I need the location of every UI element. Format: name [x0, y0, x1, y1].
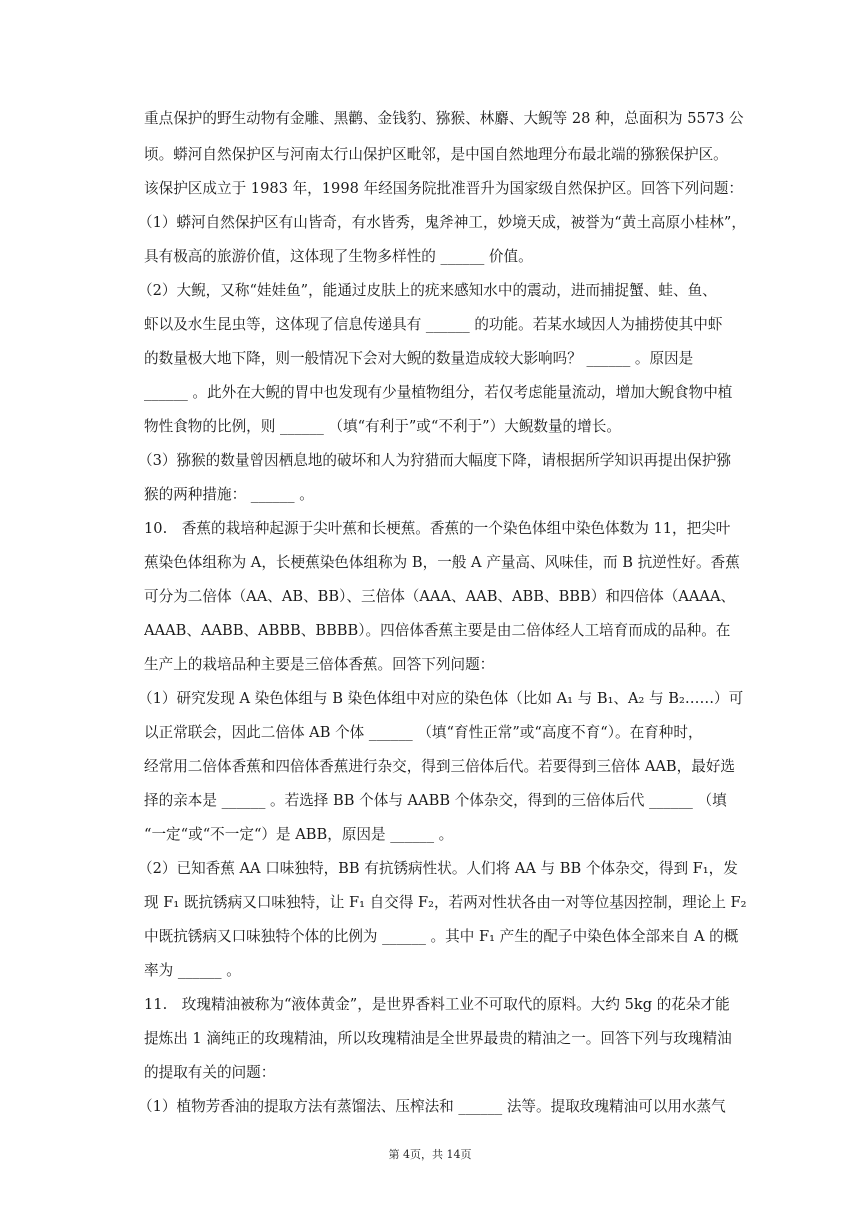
- text-line: ______ 。此外在大鲵的胃中也发现有少量植物组分，若仅考虑能量流动，增加大鲵食物中植: [144, 384, 733, 401]
- text-line: 的提取有关的问题：: [144, 1064, 276, 1081]
- text-line: 虾以及水生昆虫等，这体现了信息传递具有 ______ 的功能。若某水域因人为捕捞使其中虾: [144, 316, 723, 333]
- text-line: 择的亲本是 ______ 。若选择 BB 个体与 AABB 个体杂交，得到的三倍体后代 ______ （填: [144, 792, 727, 809]
- sub-question-line: （3）猕猴的数量曾因栖息地的破坏和人为狩猎而大幅度下降，请根据所学知识再提出保护猕: [138, 452, 732, 469]
- sub-question-line: （2）已知香蕉 AA 口味独特，BB 有抗锈病性状。人们将 AA 与 BB 个体杂交，得到 F₁，发: [138, 860, 738, 877]
- question-11-line: 11. 玫瑰精油被称为“液体黄金”，是世界香料工业不可取代的原料。大约 5kg 的花朵才能: [144, 996, 730, 1013]
- text-line: 经常用二倍体香蕉和四倍体香蕉进行杂交，得到三倍体后代。若要得到三倍体 AAB，最好选: [144, 758, 736, 775]
- text-line: 该保护区成立于 1983 年，1998 年经国务院批准晋升为国家级自然保护区。回答下列问题：: [144, 180, 743, 197]
- text-line: “一定“或“不一定“）是 ABB，原因是 ______ 。: [144, 826, 454, 843]
- sub-question-line: （1）植物芳香油的提取方法有蒸馏法、压榨法和 ______ 法等。提取玫瑰精油可以用水蒸气: [138, 1098, 726, 1115]
- text-line: 率为 ______ 。: [144, 962, 241, 979]
- text-line: 可分为二倍体（AA、AB、BB）、三倍体（AAA、AAB、ABB、BBB）和四倍体（AAAA、: [144, 588, 736, 605]
- sub-question-line: （1）蟒河自然保护区有山皆奇，有水皆秀，鬼斧神工，妙境天成，被誉为“黄土高原小桂林”，: [138, 214, 746, 231]
- text-line: 具有极高的旅游价值，这体现了生物多样性的 ______ 价值。: [144, 248, 533, 265]
- text-line: 物性食物的比例，则 ______ （填“有利于”或“不利于”）大鲵数量的增长。: [144, 418, 621, 435]
- text-line: 中既抗锈病又口味独特个体的比例为 ______ 。其中 F₁ 产生的配子中染色体全部来自 A 的概: [144, 928, 739, 945]
- text-line: 生产上的栽培品种主要是三倍体香蕉。回答下列问题：: [144, 656, 495, 673]
- text-line: AAAB、AABB、ABBB、BBBB）。四倍体香蕉主要是由二倍体经人工培育而成的品种。在: [144, 622, 731, 639]
- text-line: 以正常联会，因此二倍体 AB 个体 ______ （填“育性正常”或“高度不育“）。在育种时，: [144, 724, 703, 741]
- text-line: 猴的两种措施： ______ 。: [144, 486, 314, 503]
- text-line: 蕉染色体组称为 A，长梗蕉染色体组称为 B，一般 A 产量高、风味佳，而 B 抗逆性好。香蕉: [144, 554, 740, 571]
- sub-question-line: （2）大鲵，又称“娃娃鱼”，能通过皮肤上的疣来感知水中的震动，进而捕捉蟹、蛙、鱼、: [138, 282, 717, 299]
- question-10-line: 10. 香蕉的栽培种起源于尖叶蕉和长梗蕉。香蕉的一个染色体组中染色体数为 11，把尖叶: [144, 520, 731, 537]
- text-line: 现 F₁ 既抗锈病又口味独特，让 F₁ 自交得 F₂，若两对性状各由一对等位基因控制，理论上 F₂: [144, 894, 747, 911]
- sub-question-line: （1）研究发现 A 染色体组与 B 染色体组中对应的染色体（比如 A₁ 与 B₁、A₂ 与 B₂……）可: [138, 690, 744, 707]
- page-footer: 第 4页，共 14页: [388, 1148, 472, 1161]
- text-line: 重点保护的野生动物有金雕、黑鹳、金钱豹、猕猴、林麝、大鲵等 28 种，总面积为 5573 公: [144, 110, 744, 127]
- text-line: 的数量极大地下降，则一般情况下会对大鲵的数量造成较大影响吗？ ______ 。原因是: [144, 350, 694, 367]
- text-line: 顷。蟒河自然保护区与河南太行山保护区毗邻，是中国自然地理分布最北端的猕猴保护区。: [144, 146, 728, 163]
- text-line: 提炼出 1 滴纯正的玫瑰精油，所以玫瑰精油是全世界最贵的精油之一。回答下列与玫瑰精油: [144, 1030, 732, 1047]
